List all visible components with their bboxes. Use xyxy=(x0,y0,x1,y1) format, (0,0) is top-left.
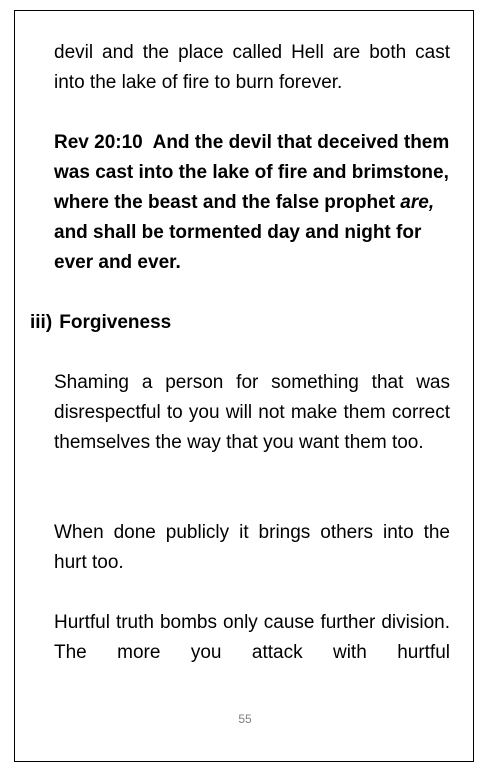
paragraph-truth-bombs xyxy=(54,608,450,668)
verse-text-end: and shall be tormented day and night for ever and ever. xyxy=(54,222,422,273)
paragraph-publicly: When done publicly it brings others into the hurt too. xyxy=(54,522,450,573)
verse-italic-word: are, xyxy=(400,192,435,213)
section-number: iii) xyxy=(30,312,53,333)
verse-text: And the devil that deceived them was cast into the lake of fire and brimstone, where the beast and the false prophet xyxy=(54,132,450,213)
continued-paragraph: devil and the place called Hell are both cast into the lake of fire to burn forever. xyxy=(54,42,450,93)
paragraph-shaming: Shaming a person for something that was disrespectful to you will not make them correct themselves the way that you want them too. xyxy=(54,372,450,453)
paragraph-truth-bombs-text: Hurtful truth bombs only cause further division. The more you attack with hurtful xyxy=(54,612,450,663)
section-title: Forgiveness xyxy=(59,312,172,333)
page-number: 55 xyxy=(238,712,252,726)
section-heading xyxy=(30,308,171,338)
bible-verse xyxy=(54,128,450,278)
verse-reference: Rev 20:10 xyxy=(54,132,143,153)
